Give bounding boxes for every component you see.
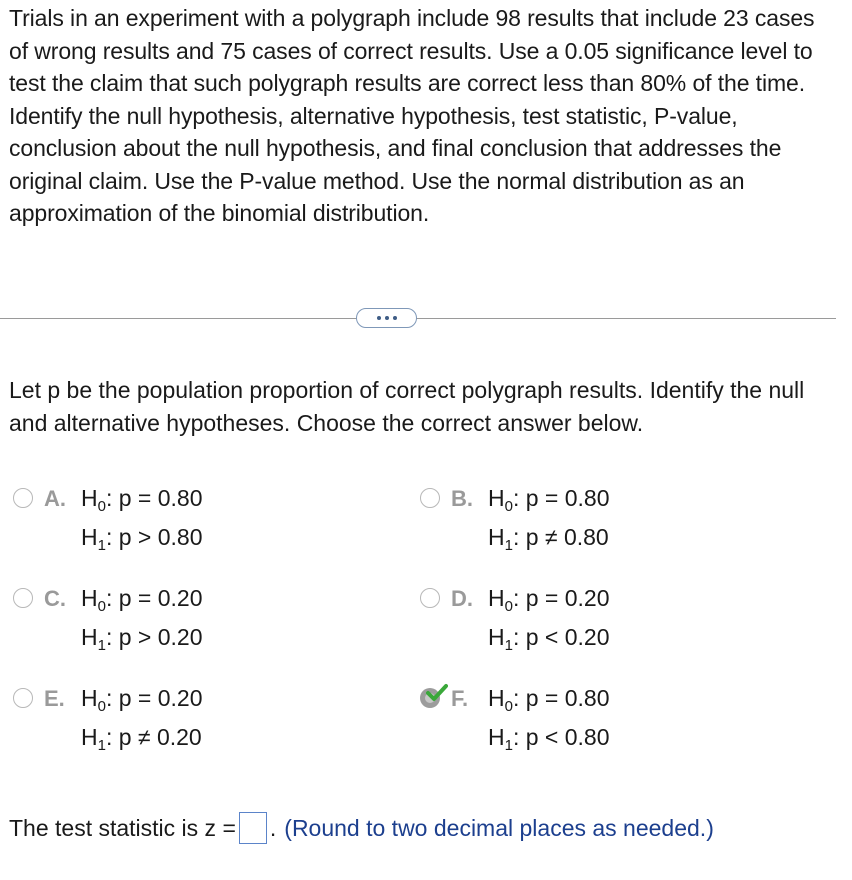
option-e-null-hypothesis: $H_0$: p = 0.20 xyxy=(81,685,203,715)
ellipsis-dot-icon xyxy=(377,316,381,320)
option-b-radio[interactable] xyxy=(420,488,440,508)
option-c-radio[interactable] xyxy=(13,588,33,608)
option-d-alt-hypothesis: $H_1$: p < 0.20 xyxy=(488,624,610,654)
option-e-alt-hypothesis: $H_1$: p ≠ 0.20 xyxy=(81,724,202,754)
rounding-hint: (Round to two decimal places as needed.) xyxy=(284,815,714,841)
test-statistic-input[interactable] xyxy=(239,812,267,844)
option-c-null-hypothesis: $H_0$: p = 0.20 xyxy=(81,585,203,615)
option-d-letter: D. xyxy=(451,586,473,611)
option-d-null-hypothesis: $H_0$: p = 0.20 xyxy=(488,585,610,615)
problem-statement: Trials in an experiment with a polygraph include 98 results that include 23 cases of wrong results and 75 cases of correct results. Use a 0.05 significance level to test the claim that such polygraph results are correct less than 80% of the time. Identify the null hypothesis, alternative hypothesis, test statistic, P-value, conclusion about the null hypothesis, and final conclusion that addresses the original claim. Use the P-value method. Use the normal distribution as an approximation of the binomial distribution. xyxy=(9,5,815,226)
option-b-letter: B. xyxy=(451,486,473,511)
option-a-null-hypothesis: $H_0$: p = 0.80 xyxy=(81,485,203,515)
option-a-radio[interactable] xyxy=(13,488,33,508)
test-statistic-period: . xyxy=(269,815,277,841)
question-prompt: Let p be the population proportion of correct polygraph results. Identify the null and alternative hypotheses. Choose the correct answer below. xyxy=(9,377,805,436)
test-statistic-prompt: The test statistic is z = xyxy=(9,815,236,841)
option-a-letter: A. xyxy=(44,486,66,511)
ellipsis-dot-icon xyxy=(385,316,389,320)
option-b-null-hypothesis: $H_0$: p = 0.80 xyxy=(488,485,610,515)
option-a-alt-hypothesis: $H_1$: p > 0.80 xyxy=(81,524,203,554)
option-c-alt-hypothesis: $H_1$: p > 0.20 xyxy=(81,624,203,654)
test-statistic-line xyxy=(9,812,714,844)
ellipsis-dot-icon xyxy=(393,316,397,320)
option-e-radio[interactable] xyxy=(13,688,33,708)
option-f-letter: F. xyxy=(451,686,469,711)
option-f-null-hypothesis: $H_0$: p = 0.80 xyxy=(488,685,610,715)
option-b-alt-hypothesis: $H_1$: p ≠ 0.80 xyxy=(488,524,609,554)
option-c-letter: C. xyxy=(44,586,66,611)
section-divider xyxy=(0,318,836,319)
correct-checkmark-icon xyxy=(426,683,448,703)
option-e-letter: E. xyxy=(44,686,65,711)
option-f-alt-hypothesis: $H_1$: p < 0.80 xyxy=(488,724,610,754)
option-d-radio[interactable] xyxy=(420,588,440,608)
show-more-button[interactable] xyxy=(356,308,417,328)
